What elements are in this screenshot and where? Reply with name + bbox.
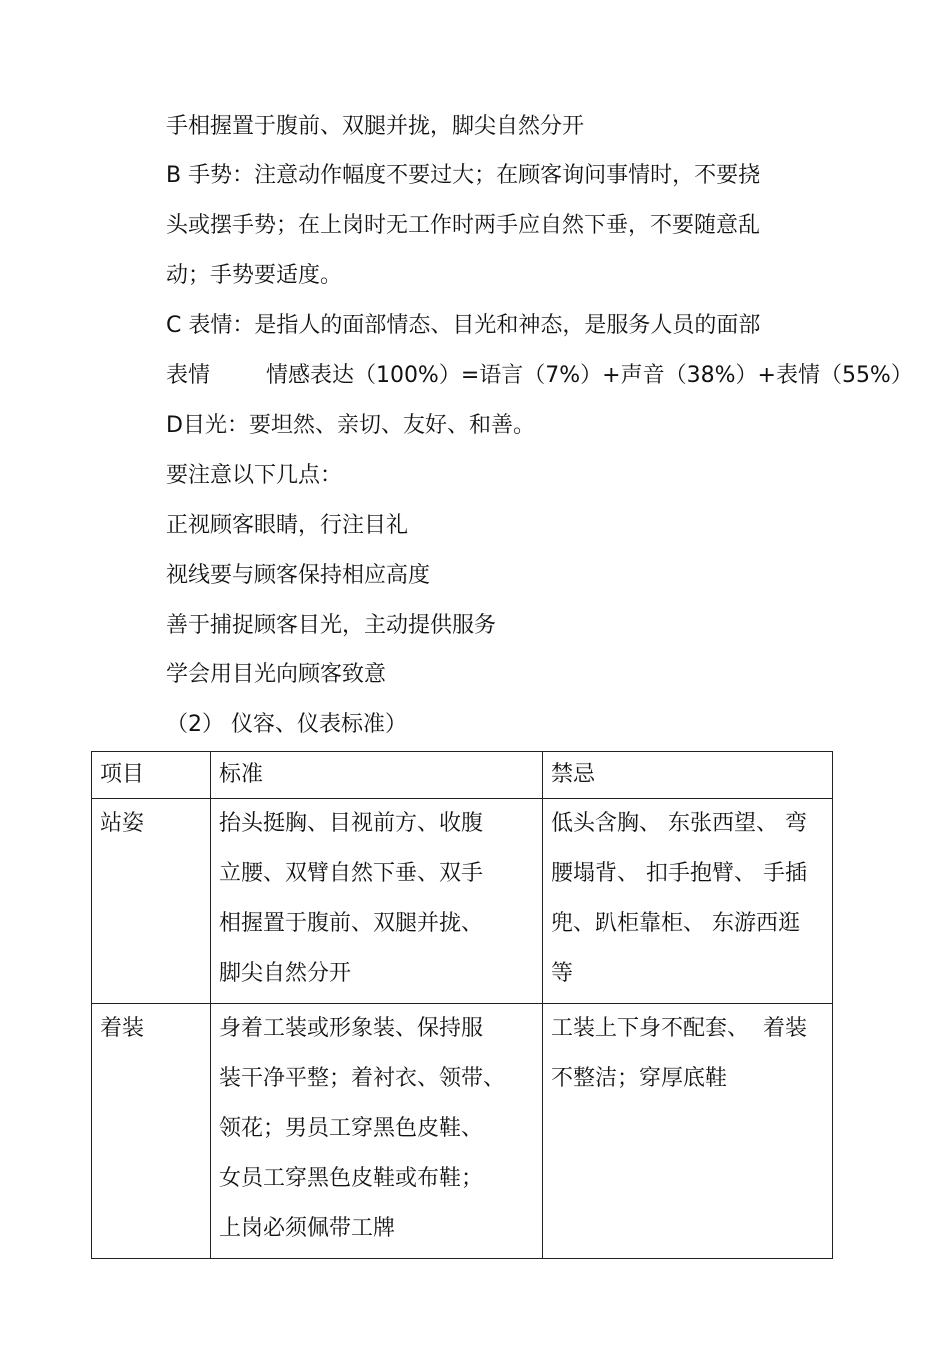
text-line: 动；手势要适度。	[166, 263, 343, 288]
cell-taboo	[543, 799, 833, 1004]
text-line: D目光：要坦然、亲切、友好、和善。	[166, 413, 535, 438]
cell-text-line: 腰塌背、 扣手抱臂、 手插	[551, 861, 807, 886]
cell-text-line: 装干净平整；着衬衣、领带、	[219, 1066, 506, 1091]
table-row	[92, 799, 833, 1004]
header-cell-standard: 标准	[211, 752, 543, 799]
cell-item: 着装	[92, 1004, 211, 1259]
standards-table	[91, 751, 833, 1259]
header-cell-item: 项目	[92, 752, 211, 799]
cell-text-line: 低头含胸、 东张西望、 弯	[551, 811, 807, 836]
text-line: 善于捕捉顾客目光，主动提供服务	[166, 613, 497, 638]
text-line: B 手势：注意动作幅度不要过大；在顾客询问事情时，不要挠	[166, 163, 761, 188]
cell-text-line: 兜、趴柜靠柜、 东游西逛	[551, 911, 800, 936]
cell-text-line: 相握置于腹前、双腿并拢、	[219, 911, 484, 936]
text-line: 学会用目光向顾客致意	[166, 662, 387, 687]
cell-text-line: 身着工装或形象装、保持服	[219, 1016, 484, 1041]
cell-text-line: 不整洁；穿厚底鞋	[551, 1066, 728, 1091]
cell-text-line: 女员工穿黑色皮鞋或布鞋；	[219, 1166, 484, 1191]
text-line: 表情 情感表达（100%）=语言（7%）+声音（38%）+表情（55%）	[166, 363, 913, 388]
cell-text-line: 抬头挺胸、目视前方、收腹	[219, 811, 484, 836]
cell-text-line: 等	[551, 961, 574, 986]
cell-text-line: 工装上下身不配套、 着装	[551, 1016, 807, 1041]
cell-text-line: 脚尖自然分开	[219, 961, 352, 986]
cell-text-line: 立腰、双臂自然下垂、双手	[219, 861, 484, 886]
table-row	[92, 1004, 833, 1259]
text-line: C 表情：是指人的面部情态、目光和神态，是服务人员的面部	[166, 313, 761, 338]
text-line: 要注意以下几点：	[166, 463, 343, 488]
cell-taboo	[543, 1004, 833, 1259]
cell-standard	[211, 799, 543, 1004]
cell-standard	[211, 1004, 543, 1259]
text-line: 手相握置于腹前、双腿并拢，脚尖自然分开	[166, 114, 585, 139]
text-line: 头或摆手势；在上岗时无工作时两手应自然下垂，不要随意乱	[166, 213, 761, 238]
cell-text-line: 上岗必须佩带工牌	[219, 1216, 396, 1241]
cell-item: 站姿	[92, 799, 211, 1004]
header-cell-taboo: 禁忌	[543, 752, 833, 799]
text-line: 视线要与顾客保持相应高度	[166, 563, 431, 588]
section-heading: （2） 仪容、仪表标准）	[166, 712, 407, 737]
cell-text-line: 领花；男员工穿黑色皮鞋、	[219, 1116, 484, 1141]
text-line: 正视顾客眼睛，行注目礼	[166, 513, 409, 538]
table-header-row	[92, 752, 833, 799]
